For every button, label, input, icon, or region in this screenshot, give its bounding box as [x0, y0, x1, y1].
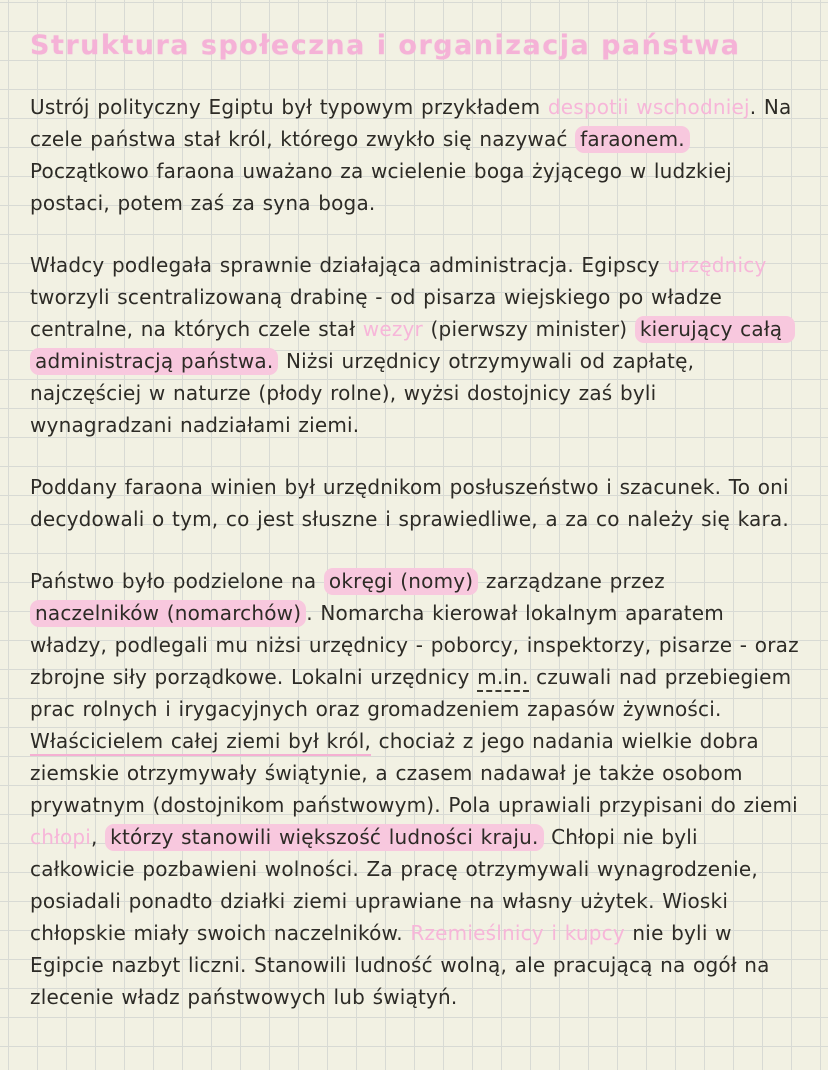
text-run-plain: Państwo było podzielone na [30, 569, 324, 593]
text-run-plain: Chłopi nie byli całkowicie pozbawieni wolności. Za pracę otrzymywali wynagrodzenie, posiadali ponadto działki ziemi uprawiane na własny użytek. Wioski chłopskie miały swoich naczelników. [30, 825, 766, 945]
paragraph [30, 565, 807, 725]
text-run-pink: Rzemieślnicy i kupcy [410, 921, 625, 945]
note-body [30, 91, 807, 1013]
text-run-plain: zarządzane przez [478, 569, 673, 593]
text-run-highlight: którzy stanowili większość ludności kraju. [105, 824, 543, 851]
text-run-pink: chłopi [30, 825, 92, 849]
text-run-plain: . Na czele państwa stał król, którego zwykło się nazywać [30, 95, 800, 151]
text-run-highlight: faraonem. [575, 126, 690, 153]
text-run-plain: chociaż z jego nadania wielkie dobra ziemskie otrzymywały świątynie, a czasem nadawał je także osobom prywatnym (dostojnikom państwowym). Pola uprawiali przypisani do ziemi [30, 729, 806, 817]
paragraph [30, 725, 806, 1013]
paragraph [30, 471, 800, 535]
text-run-plain: tworzyli scentralizowaną drabinę - od pisarza wiejskiego po władze centralne, na których czele stał [30, 253, 775, 341]
paragraph [30, 91, 800, 219]
text-run-plain: Ustrój polityczny Egiptu był typowym przykładem [30, 95, 548, 119]
text-run-plain: Poddany faraona winien był urzędnikom posłuszeństwo i szacunek. To oni decydowali o tym, co jest słuszne i sprawiedliwe, a za co należy się kara. [30, 475, 797, 531]
text-run-pink: wezyr [362, 317, 423, 341]
text-run-pink: despotii wschodniej [547, 95, 750, 119]
note-title: Struktura społeczna i organizacja państwa [30, 30, 741, 61]
text-run-plain: Początkowo faraona uważano za wcielenie boga żyjącego w ludzkiej postaci, potem zaś za syna boga. [30, 127, 740, 215]
text-run-plain: . Nomarcha kierował lokalnym aparatem władzy, podlegali mu niżsi urzędnicy - poborcy, inspektorzy, pisarze - oraz zbrojne siły porządkowe. Lokalni urzędnicy [30, 601, 807, 689]
text-run-plain: czuwali nad przebiegiem prac rolnych i irygacyjnych oraz gromadzeniem zapasów żywności. [30, 665, 799, 721]
text-run-pink-underline: Właścicielem całej ziemi był król, [30, 729, 371, 756]
text-run-plain: (pierwszy minister) [422, 317, 635, 341]
text-run-pink: urzędnicy [667, 253, 767, 277]
text-run-plain: nie byli w Egipcie nazbyt liczni. Stanowili ludność wolną, ale pracującą na ogół na zlecenie władz państwowych lub świątyń. [30, 921, 778, 1009]
text-run-highlight: okręgi (nomy) [324, 568, 478, 595]
text-run-plain: , [91, 825, 106, 849]
text-run-highlight: kierujący całą administracją państwa. [30, 316, 795, 375]
text-run-plain: Niżsi urzędnicy otrzymywali od zapłatę, najczęściej w naturze (płody rolne), wyżsi dostojnicy zaś byli wynagradzani nadziałami ziemi. [30, 349, 702, 437]
text-run-dashed-underline: m.in. [477, 665, 528, 692]
paragraph [30, 249, 800, 441]
text-run-plain: Władcy podlegała sprawnie działająca administracja. Egipscy [30, 253, 668, 277]
text-run-highlight: naczelników (nomarchów) [30, 600, 306, 627]
